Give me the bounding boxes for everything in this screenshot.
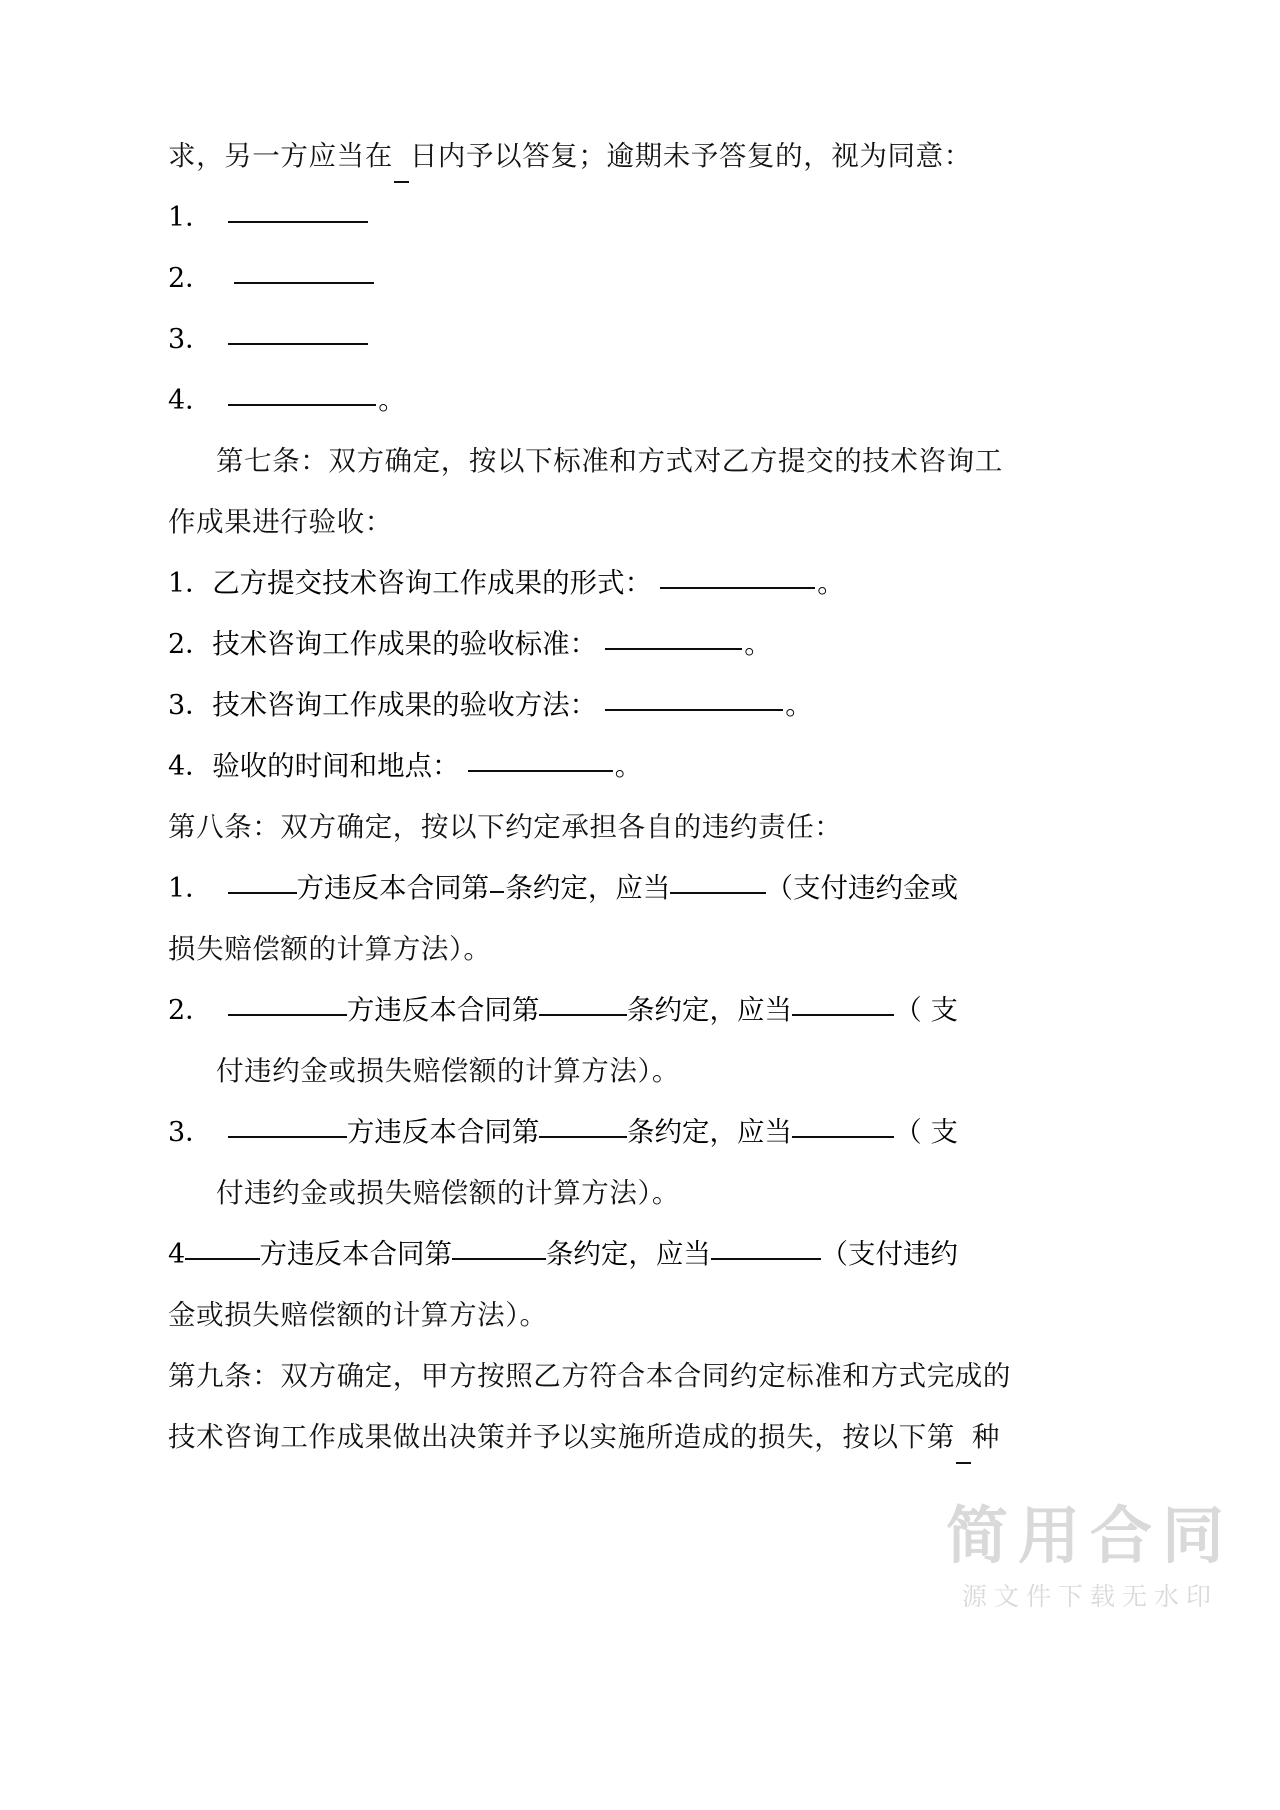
- item-number: 3．: [168, 1117, 213, 1148]
- article-8-item-4: [168, 1224, 958, 1285]
- fill-in-rule-party[interactable]: [228, 1014, 347, 1016]
- fill-in-rule-article[interactable]: [452, 1258, 546, 1260]
- item-segment-1: 方违反本合同第: [346, 994, 540, 1026]
- article-8-item-1: [168, 858, 958, 919]
- article-8-item-3-continuation: 付违约金或损失赔偿额的计算方法）。: [216, 1177, 680, 1209]
- article-9-line-2-suffix: 种: [971, 1421, 1000, 1453]
- item-number: 2．: [168, 995, 213, 1026]
- continuation-suffix: 日内予以答复；逾期未予答复的，视为同意：: [409, 140, 972, 172]
- article-7-heading-line-2: 作成果进行验收：: [168, 506, 393, 538]
- item-number: 1．: [168, 202, 213, 233]
- fill-in-rule[interactable]: [228, 343, 368, 345]
- article-9-line-2: [168, 1407, 1000, 1468]
- article-7-item-2: [168, 614, 958, 675]
- item-number: 1．: [168, 873, 213, 904]
- fill-in-rule-liability[interactable]: [670, 892, 765, 894]
- fill-in-rule-article[interactable]: [539, 1136, 627, 1138]
- article-8-item-2: [168, 980, 958, 1041]
- item-segment-3: （ 支: [894, 1116, 958, 1148]
- blank-item-2: [168, 248, 958, 309]
- fill-in-rule-liability[interactable]: [792, 1136, 894, 1138]
- item-tail: 。: [817, 567, 845, 599]
- fill-in-rule-party[interactable]: [228, 892, 296, 894]
- article-7-heading-line-1: 第七条：双方确定，按以下标准和方式对乙方提交的技术咨询工: [216, 445, 1003, 477]
- item-number: 2．: [168, 629, 213, 660]
- article-9-line-1: 第九条：双方确定，甲方按照乙方符合本合同约定标准和方式完成的: [168, 1360, 1011, 1392]
- item-tail: 。: [378, 384, 406, 416]
- item-number: 1．: [168, 568, 213, 599]
- fill-in-rule[interactable]: [234, 282, 374, 284]
- item-tail: 。: [614, 750, 643, 782]
- item-label: 验收的时间和地点：: [212, 750, 460, 782]
- fill-in-rule[interactable]: [468, 770, 613, 772]
- fill-in-rule-party[interactable]: [228, 1136, 347, 1138]
- item-segment-2: 条约定，应当: [505, 872, 671, 904]
- fill-in-rule[interactable]: [605, 709, 783, 711]
- item-segment-2: 条约定，应当: [627, 1116, 792, 1148]
- item-number: 4: [168, 1239, 186, 1270]
- article-9-line-2-prefix: 技术咨询工作成果做出决策并予以实施所造成的损失，按以下第: [168, 1421, 955, 1453]
- watermark-main-text: 简用合同: [945, 1499, 1234, 1573]
- fill-in-rule[interactable]: [660, 587, 815, 589]
- article-7-item-1: [168, 553, 958, 614]
- inline-blank: [394, 181, 409, 183]
- paragraph-continuation: [168, 126, 972, 187]
- item-segment-1: 方违反本合同第: [296, 872, 490, 904]
- document-body: [168, 126, 1011, 1468]
- article-8-item-1-continuation: 损失赔偿额的计算方法）。: [168, 933, 492, 965]
- watermark-sub-text: 源文件下载无水印: [961, 1581, 1218, 1611]
- item-number: 3．: [168, 324, 213, 355]
- item-number: 3．: [168, 690, 213, 721]
- fill-in-rule[interactable]: [228, 221, 368, 223]
- item-number: 2．: [168, 263, 213, 294]
- fill-in-rule-liability[interactable]: [792, 1014, 894, 1016]
- item-segment-3: （支付违约: [820, 1238, 958, 1270]
- fill-in-rule[interactable]: [228, 404, 376, 406]
- item-segment-3: （ 支: [894, 994, 958, 1026]
- item-label: 乙方提交技术咨询工作成果的形式：: [212, 567, 653, 599]
- item-tail: 。: [785, 689, 813, 721]
- item-segment-1: 方违反本合同第: [259, 1238, 453, 1270]
- article-7-item-3: [168, 675, 958, 736]
- fill-in-rule-article[interactable]: [490, 891, 504, 893]
- fill-in-rule-party[interactable]: [185, 1258, 259, 1260]
- article-8-item-2-continuation: 付违约金或损失赔偿额的计算方法）。: [216, 1055, 680, 1087]
- item-segment-2: 条约定，应当: [545, 1238, 711, 1270]
- blank-item-4: [168, 370, 958, 431]
- item-label: 技术咨询工作成果的验收标准：: [212, 628, 598, 660]
- item-segment-1: 方违反本合同第: [346, 1116, 540, 1148]
- item-segment-2: 条约定，应当: [627, 994, 792, 1026]
- fill-in-rule-liability[interactable]: [711, 1258, 821, 1260]
- article-8-item-3: [168, 1102, 958, 1163]
- blank-item-1: [168, 187, 958, 248]
- article-8-heading: 第八条：双方确定，按以下约定承担各自的违约责任：: [168, 811, 843, 843]
- article-8-item-4-continuation: 金或损失赔偿额的计算方法）。: [168, 1299, 548, 1331]
- blank-item-3: [168, 309, 958, 370]
- inline-blank[interactable]: [956, 1462, 971, 1464]
- watermark: [945, 1499, 1234, 1611]
- item-segment-3: （支付违约金或: [765, 872, 959, 904]
- fill-in-rule-article[interactable]: [539, 1014, 627, 1016]
- item-label: 技术咨询工作成果的验收方法：: [212, 689, 598, 721]
- continuation-prefix: 求，另一方应当在: [168, 140, 393, 172]
- item-number: 4．: [168, 385, 213, 416]
- item-number: 4．: [168, 751, 213, 782]
- item-tail: 。: [744, 628, 772, 660]
- article-7-item-4: [168, 736, 958, 797]
- fill-in-rule[interactable]: [605, 648, 742, 650]
